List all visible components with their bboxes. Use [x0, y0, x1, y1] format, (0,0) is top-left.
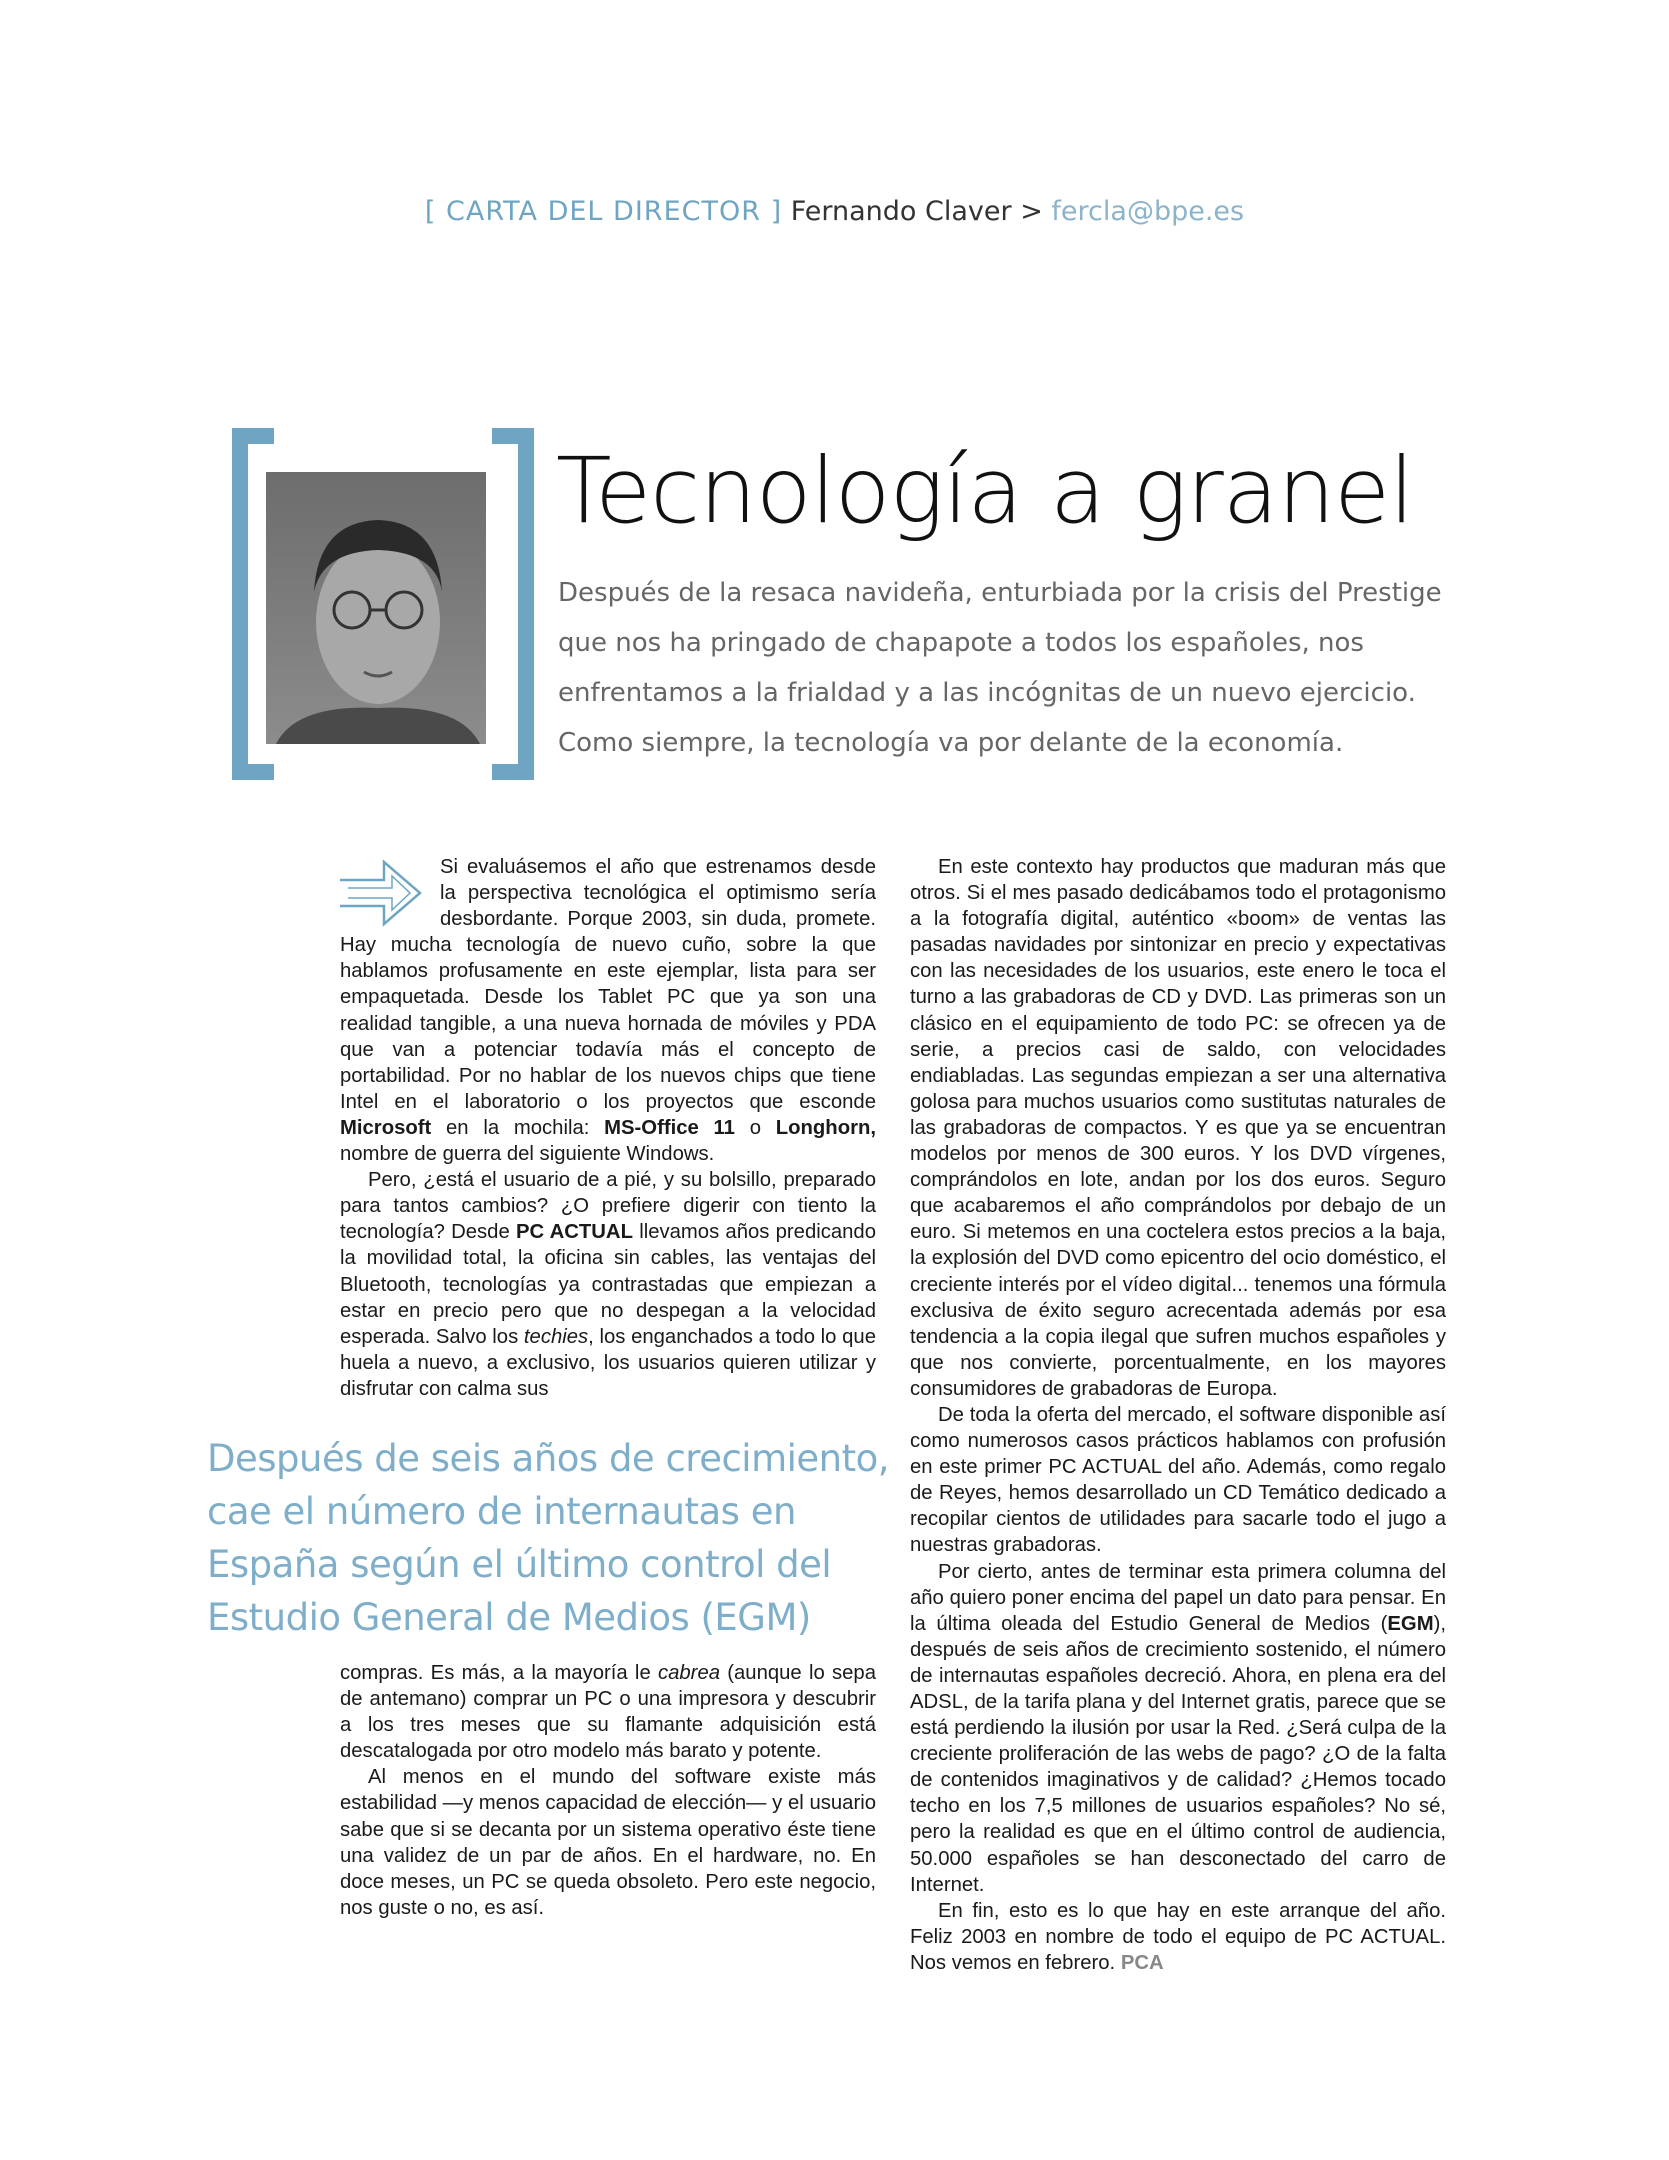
- paragraph: De toda la oferta del mercado, el software disponible así como numerosos casos prácticos hablamos con profusión en este primer PC ACTUAL del año. Además, como regalo de Reyes, hemos desarrollado un CD Temático dedicado a recopilar cientos de utilidades para sacarle todo el jugo a nuestras grabadoras.: [910, 1403, 1446, 1557]
- paragraph: compras. Es más, a la mayoría le cabrea (aunque lo sepa de antemano) comprar un PC o una impresora y descubrir a los tres meses que su flamante adquisición está descatalogada por otro modelo más barato y potente.: [340, 1662, 876, 1763]
- pull-quote: [207, 1432, 890, 1644]
- article-title: Tecnología a granel: [556, 439, 1414, 544]
- signature: PCA: [1120, 1951, 1164, 1974]
- right-bracket-decoration: [492, 428, 534, 780]
- paragraph: En este contexto hay productos que maduran más que otros. Si el mes pasado dedicábamos todo el protagonismo a la fotografía digital, auténtico «boom» de ventas las pasadas navidades por sintonizar en precio y expectativas con las necesidades de los usuarios, este enero le toca el turno a las grabadoras de CD y DVD. Las primeras son un clásico en el equipamiento de todo PC: se ofrecen ya de serie, a precios casi de saldo, con velocidades endiabladas. Las segundas empiezan a ser una alternativa golosa para muchos usuarios como sustitutas naturales de las grabadoras de compactos. Y es que ya se encuentran modelos por menos de 300 euros. Y los DVD vírgenes, comprándolos en lote, andan por los dos euros. Seguro que acabaremos el año comprándolos por debajo de un euro. Si metemos en una coctelera estos precios a la baja, la explosión del DVD como epicentro del ocio doméstico, el creciente interés por el vídeo digital... tenemos una fórmula exclusiva de éxito seguro acrecentada además por esa tendencia a la copia ilegal que sufren muchos españoles y que nos convierte, porcentualmente, en los mayores consumidores de grabadoras de Europa.: [910, 856, 1446, 1400]
- standfirst-line: enfrentamos a la frialdad y a las incógnitas de un nuevo ejercicio.: [558, 678, 1416, 708]
- column-1-bottom: [340, 1660, 876, 1921]
- article-standfirst: [558, 568, 1442, 768]
- column-1-top: [340, 854, 876, 1402]
- pull-quote-line: Estudio General de Medios (EGM): [207, 1596, 811, 1639]
- author-email[interactable]: fercla@bpe.es: [1051, 196, 1245, 227]
- pull-quote-line: Después de seis años de crecimiento,: [207, 1437, 890, 1480]
- section-label: [ CARTA DEL DIRECTOR ]: [424, 196, 783, 227]
- standfirst-line: que nos ha pringado de chapapote a todos los españoles, nos: [558, 628, 1364, 658]
- paragraph: Pero, ¿está el usuario de a pié, y su bolsillo, preparado para tantos cambios? ¿O prefiere digerir con tiento la tecnología? Desde PC ACTUAL llevamos años predicando la movilidad total, la oficina sin cables, las ventajas del Bluetooth, tecnologías ya contrastadas que empiezan a estar en precio pero que no despegan a la velocidad esperada. Salvo los techies, los enganchados a todo lo que huela a nuevo, a exclusivo, los usuarios quieren utilizar y disfrutar con calma sus: [340, 1169, 876, 1400]
- pull-quote-line: España según el último control del: [207, 1543, 832, 1586]
- arrow-spacer: [340, 854, 440, 932]
- header-separator: >: [1020, 196, 1043, 227]
- paragraph: En fin, esto es lo que hay en este arranque del año. Feliz 2003 en nombre de todo el equipo de PC ACTUAL. Nos vemos en febrero. PCA: [910, 1899, 1446, 1974]
- pull-quote-line: cae el número de internautas en: [207, 1490, 796, 1533]
- standfirst-line: Después de la resaca navideña, enturbiada por la crisis del Prestige: [558, 578, 1442, 608]
- author-name: Fernando Claver: [790, 196, 1012, 227]
- author-photo: [266, 472, 486, 744]
- paragraph: Al menos en el mundo del software existe más estabilidad —y menos capacidad de elección— y el usuario sabe que si se decanta por un sistema operativo éste tiene una validez de un par de años. En el hardware, no. En doce meses, un PC se queda obsoleto. Pero este negocio, nos guste o no, es así.: [340, 1766, 876, 1919]
- paragraph: Si evaluásemos el año que estrenamos desde la perspectiva tecnológica el optimismo sería desbordante. Porque 2003, sin duda, promete. Hay mucha tecnología de nuevo cuño, sobre la que hablamos profusamente en este ejemplar, lista para ser empaquetada. Desde los Tablet PC que ya son una realidad tangible, a una nueva hornada de móviles y PDA que van a potenciar todavía más el concepto de portabilidad. Por no hablar de los nuevos chips que tiene Intel en el laboratorio o los proyectos que esconde Microsoft en la mochila: MS-Office 11 o Longhorn, nombre de guerra del siguiente Windows.: [340, 856, 876, 1166]
- page-header: [0, 196, 1669, 227]
- paragraph: Por cierto, antes de terminar esta primera columna del año quiero poner encima del papel un dato para pensar. En la última oleada del Estudio General de Medios (EGM), después de seis años de crecimiento sostenido, el número de internautas españoles decreció. Ahora, en plena era del ADSL, de la tarifa plana y del Internet gratis, parece que se está perdiendo la ilusión por usar la Red. ¿Será culpa de la creciente proliferación de las webs de pago? ¿O de la falta de contenidos imaginativos y de calidad? ¿Hemos tocado techo en los 7,5 millones de usuarios españoles? No sé, pero la realidad es que en el último control de audiencia, 50.000 españoles se han desconectado del carro de Internet.: [910, 1560, 1446, 1896]
- standfirst-line: Como siempre, la tecnología va por delante de la economía.: [558, 728, 1344, 758]
- column-2: [910, 854, 1446, 1976]
